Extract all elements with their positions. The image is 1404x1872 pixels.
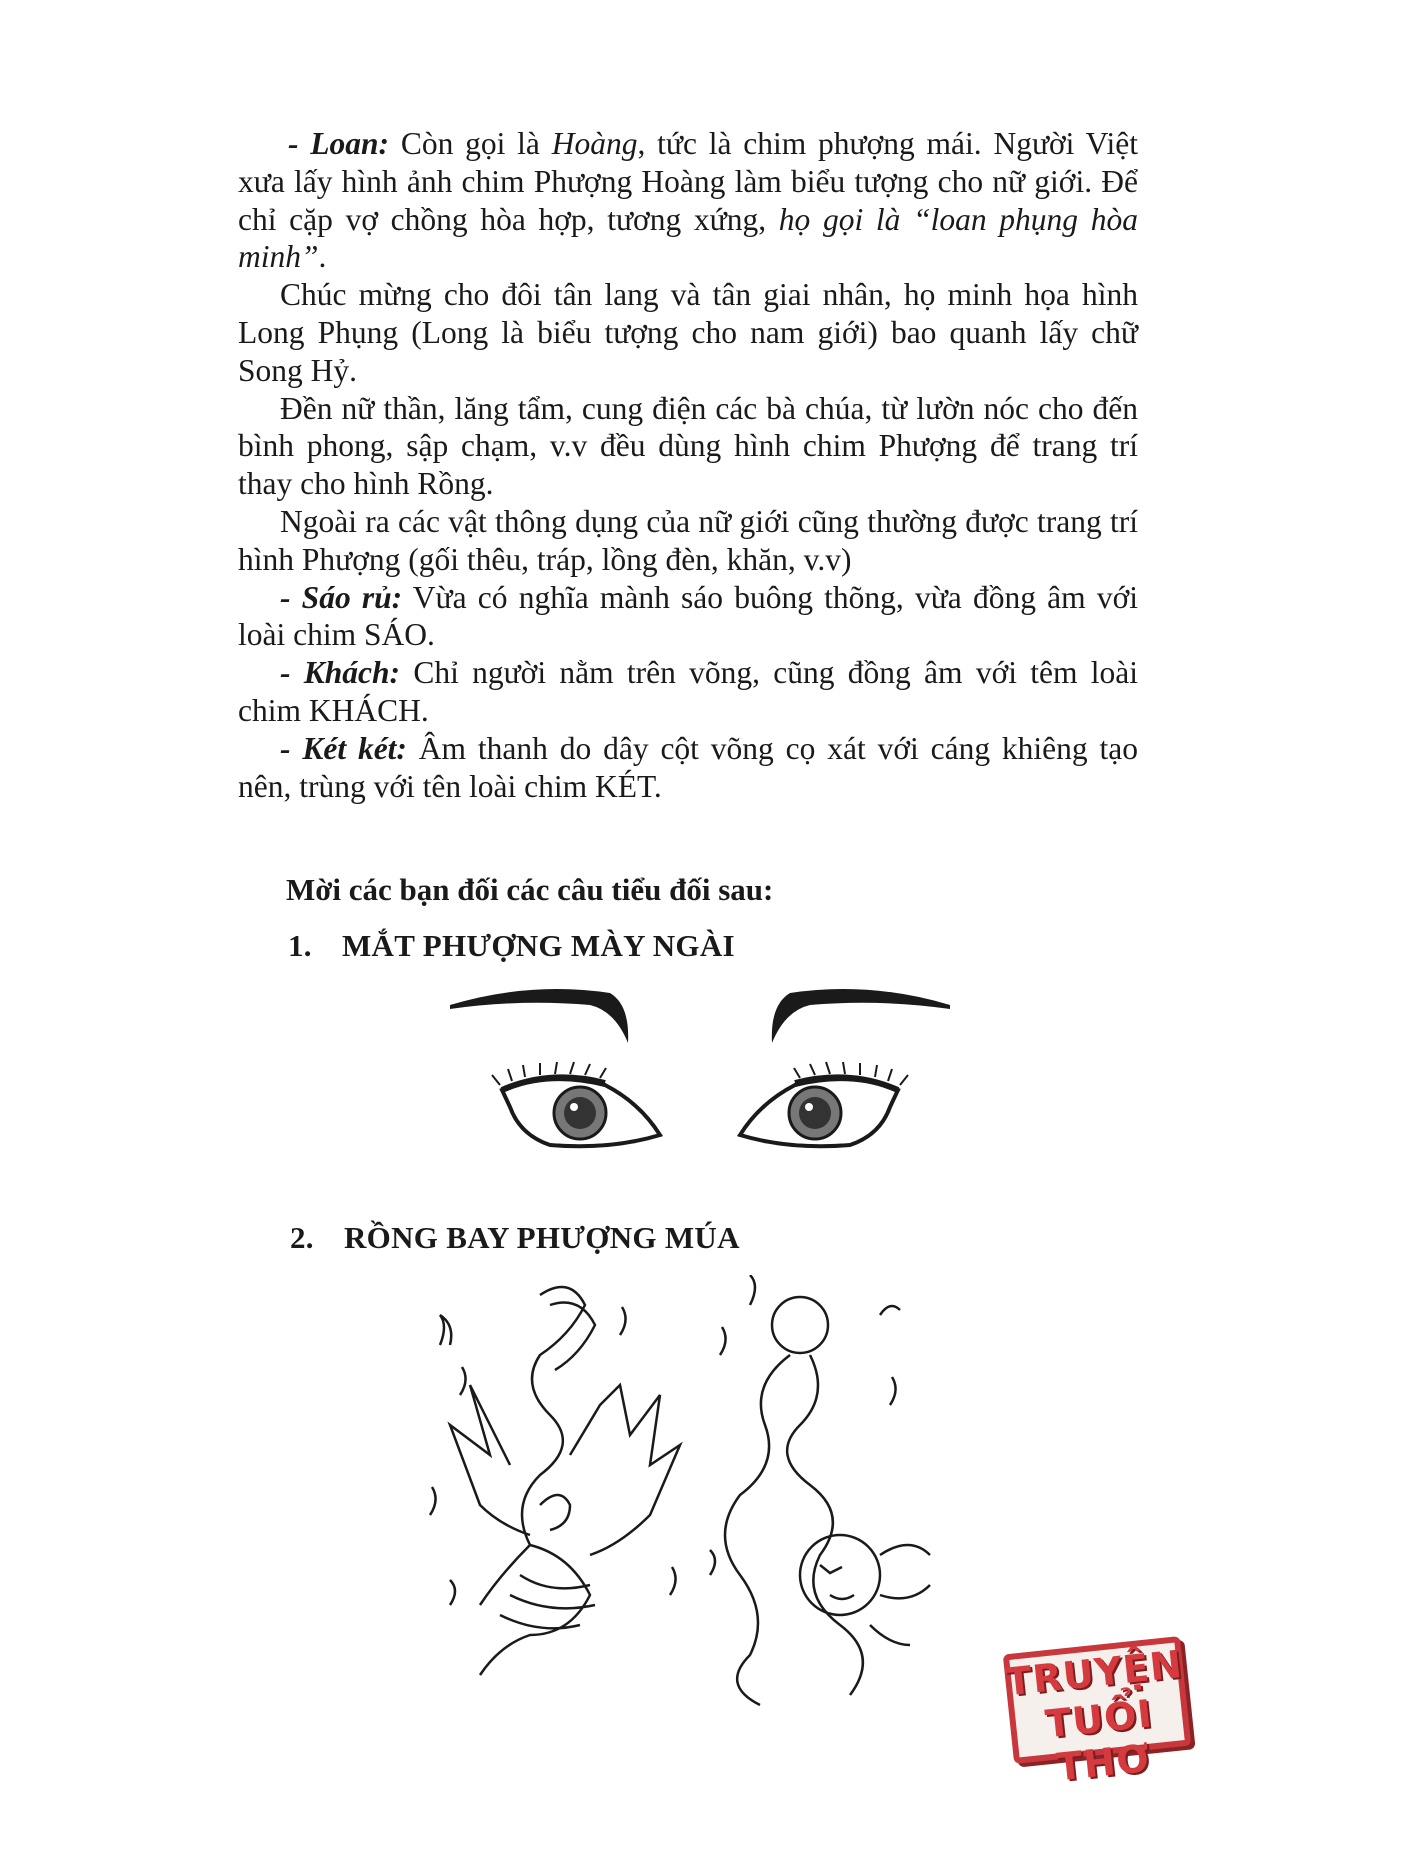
- exercise-intro: Mời các bạn đối các câu tiểu đối sau:: [286, 872, 774, 907]
- loan-text-1: Còn gọi là: [389, 126, 552, 161]
- term-khach: - Khách:: [280, 655, 401, 691]
- loan-text-3: .: [318, 239, 327, 275]
- paragraph-chuc-mung: Chúc mừng cho đôi tân lang và tân giai nhân, họ minh họa hình Long Phụng (Long là biểu tượng cho nam giới) bao quanh lấy chữ Song Hỷ.: [238, 277, 1138, 388]
- term-ket-ket: - Két két:: [280, 730, 407, 766]
- left-eyebrow: [450, 989, 628, 1043]
- exercise-title-1: MẮT PHƯỢNG MÀY NGÀI: [342, 928, 735, 963]
- paragraph-sao-ru: [238, 579, 1138, 655]
- logo-line-1: TRUYỆN: [1003, 1642, 1185, 1705]
- ket-ket-text: Âm thanh do dây cột võng cọ xát với cáng khiêng tạo nên, trùng với tên loài chim KÉT.: [238, 730, 1138, 804]
- phoenix-figure: [430, 1287, 680, 1675]
- paragraph-khach: [238, 654, 1138, 730]
- loan-italic-2: họ gọi là “loan phụng hòa minh”: [238, 201, 1138, 275]
- sao-ru-text: Vừa có nghĩa mành sáo buông thõng, vừa đồng âm với loài chim SÁO.: [238, 579, 1138, 653]
- truyen-tuoi-tho-logo: [1003, 1636, 1192, 1790]
- dragon-figure: [710, 1275, 930, 1705]
- khach-text: Chỉ người nằm trên võng, cũng đồng âm với têm loài chim KHÁCH.: [238, 655, 1139, 728]
- term-loan: - Loan:: [288, 126, 390, 161]
- right-eyebrow: [772, 989, 950, 1043]
- exercise-item-2: [290, 1220, 740, 1256]
- exercise-item-1: [288, 928, 735, 964]
- right-eye: [740, 1062, 908, 1146]
- left-eye: [492, 1062, 660, 1146]
- term-sao-ru: - Sáo rủ:: [280, 579, 403, 615]
- eyes-illustration: [440, 985, 960, 1165]
- paragraph-ngoai-ra: Ngoài ra các vật thông dụng của nữ giới cũng thường được trang trí hình Phượng (gối thêu, tráp, lồng đèn, khăn, v.v): [238, 503, 1138, 577]
- exercise-number-2: 2.: [290, 1220, 314, 1255]
- logo-line-2: TUỔI THƠ: [1043, 1691, 1155, 1790]
- loan-italic-1: Hoàng: [551, 126, 638, 161]
- loan-text-2: , tức là chim phượng mái. Người Việt xưa lấy hình ảnh chim Phượng Hoàng làm biểu tượng cho nữ giới. Để chỉ cặp vợ chồng hòa hợp, tương xứng,: [238, 126, 1139, 237]
- paragraph-den-nu-than: Đền nữ thần, lăng tẩm, cung điện các bà chúa, từ lườn nóc cho đến bình phong, sập chạm, v.v đều dùng hình chim Phượng để trang trí thay cho hình Rồng.: [238, 390, 1138, 502]
- body-text: [238, 125, 1138, 805]
- dragon-phoenix-illustration: [420, 1275, 970, 1715]
- exercise-title-2: RỒNG BAY PHƯỢNG MÚA: [344, 1220, 740, 1255]
- paragraph-ket-ket: [238, 730, 1138, 806]
- paragraph-loan: [238, 125, 1138, 276]
- exercise-number-1: 1.: [288, 928, 312, 963]
